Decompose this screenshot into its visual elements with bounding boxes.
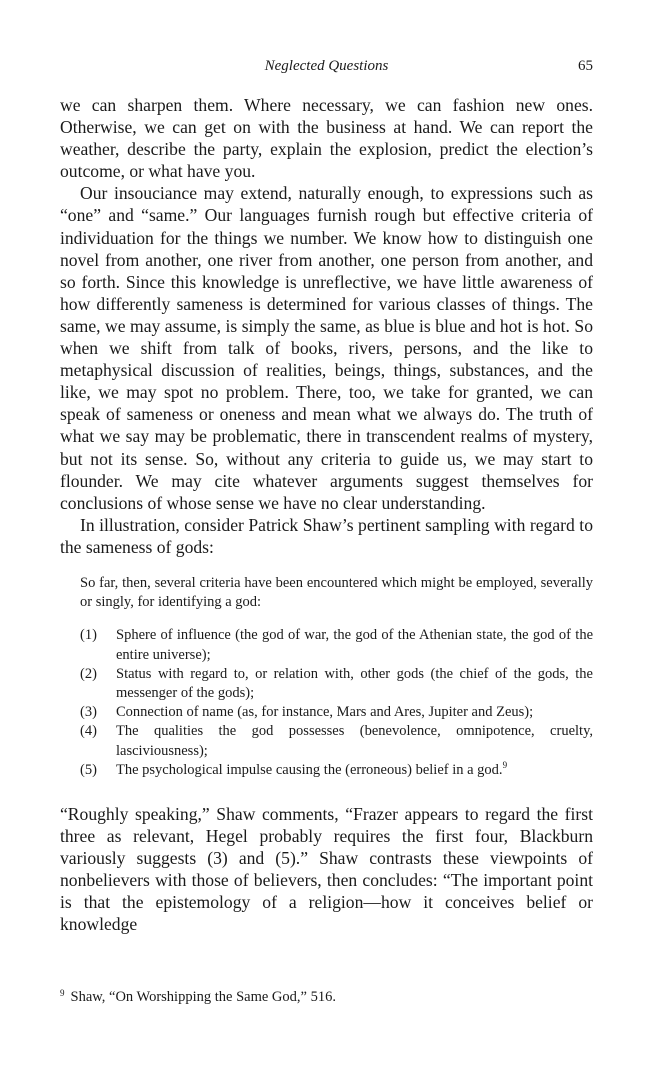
- paragraph-shaw-comments: “Roughly speaking,” Shaw comments, “Frazer appears to regard the first three as relevant, Hegel probably requires the first four, Blackburn variously suggests (3) and (5).” Shaw contrasts these viewpoints of nonbelievers with those of believers, then concludes: “The important point is that the epistemology of a religion—how it conceives belief or knowledge: [60, 804, 593, 935]
- block-quote: [80, 574, 593, 780]
- list-item-text: The qualities the god possesses (benevolence, omnipotence, cruelty, lasciviousness);: [116, 723, 593, 759]
- criteria-list: [80, 626, 593, 780]
- list-item: [80, 665, 593, 703]
- footnote: [60, 984, 593, 1007]
- running-title: Neglected Questions: [264, 58, 389, 74]
- paragraph-illustration: In illustration, consider Patrick Shaw’s pertinent sampling with regard to the sameness of gods:: [60, 514, 593, 557]
- quote-intro: So far, then, several criteria have been encountered which might be employed, severally or singly, for identifying a god:: [80, 574, 593, 611]
- footnote-text: Shaw, “On Worshipping the Same God,” 516.: [70, 989, 336, 1005]
- list-item: [80, 722, 593, 760]
- body-text: [60, 94, 593, 936]
- list-item-text: Connection of name (as, for instance, Mars and Ares, Jupiter and Zeus);: [116, 704, 534, 721]
- list-item-number: (4): [80, 723, 97, 740]
- list-item-number: (2): [80, 665, 97, 682]
- footnote-mark: 9: [60, 988, 65, 998]
- list-item-text: Status with regard to, or relation with, other gods (the chief of the gods, the messenger of the gods);: [116, 665, 593, 701]
- paragraph-insouciance: Our insouciance may extend, naturally enough, to expressions such as “one” and “same.” Our languages furnish rough but effective criteria of individuation for the things we number. We know how to distinguish one novel from another, one river from another, one person from another, and so forth. Since this knowledge is unreflective, we have little awareness of how differently sameness is determined for various classes of things. The same, we may assume, is simply the same, as blue is blue and hot is hot. So when we shift from talk of books, rivers, persons, and the like to metaphysical discussion of realities, beings, things, substances, and the like, we may spot no problem. There, too, we take for granted, we can speak of sameness or oneness and mean what we always do. The truth of what we say may be problematic, there in transcendent realms of mystery, but not its sense. So, without any criteria to guide us, we may start to flounder. We may cite whatever arguments suggest themselves for conclusions of whose sense we have no clear understanding.: [60, 183, 593, 513]
- list-item-number: (1): [80, 627, 97, 644]
- running-head: [60, 58, 593, 80]
- list-item-number: (5): [80, 761, 97, 778]
- list-item-text: Sphere of influence (the god of war, the god of the Athenian state, the god of the entire universe);: [116, 627, 593, 663]
- list-item-number: (3): [80, 704, 97, 721]
- list-item: [80, 626, 593, 664]
- paragraph-continued: we can sharpen them. Where necessary, we can fashion new ones. Otherwise, we can get on with the business at hand. We can report the weather, describe the party, explain the explosion, predict the election’s outcome, or what have you.: [60, 95, 593, 182]
- list-item-text: The psychological impulse causing the (erroneous) belief in a god.: [116, 761, 503, 778]
- footnote-reference: 9: [502, 759, 508, 770]
- page-number: 65: [578, 58, 593, 74]
- list-item: [80, 703, 593, 722]
- list-item: [80, 761, 593, 780]
